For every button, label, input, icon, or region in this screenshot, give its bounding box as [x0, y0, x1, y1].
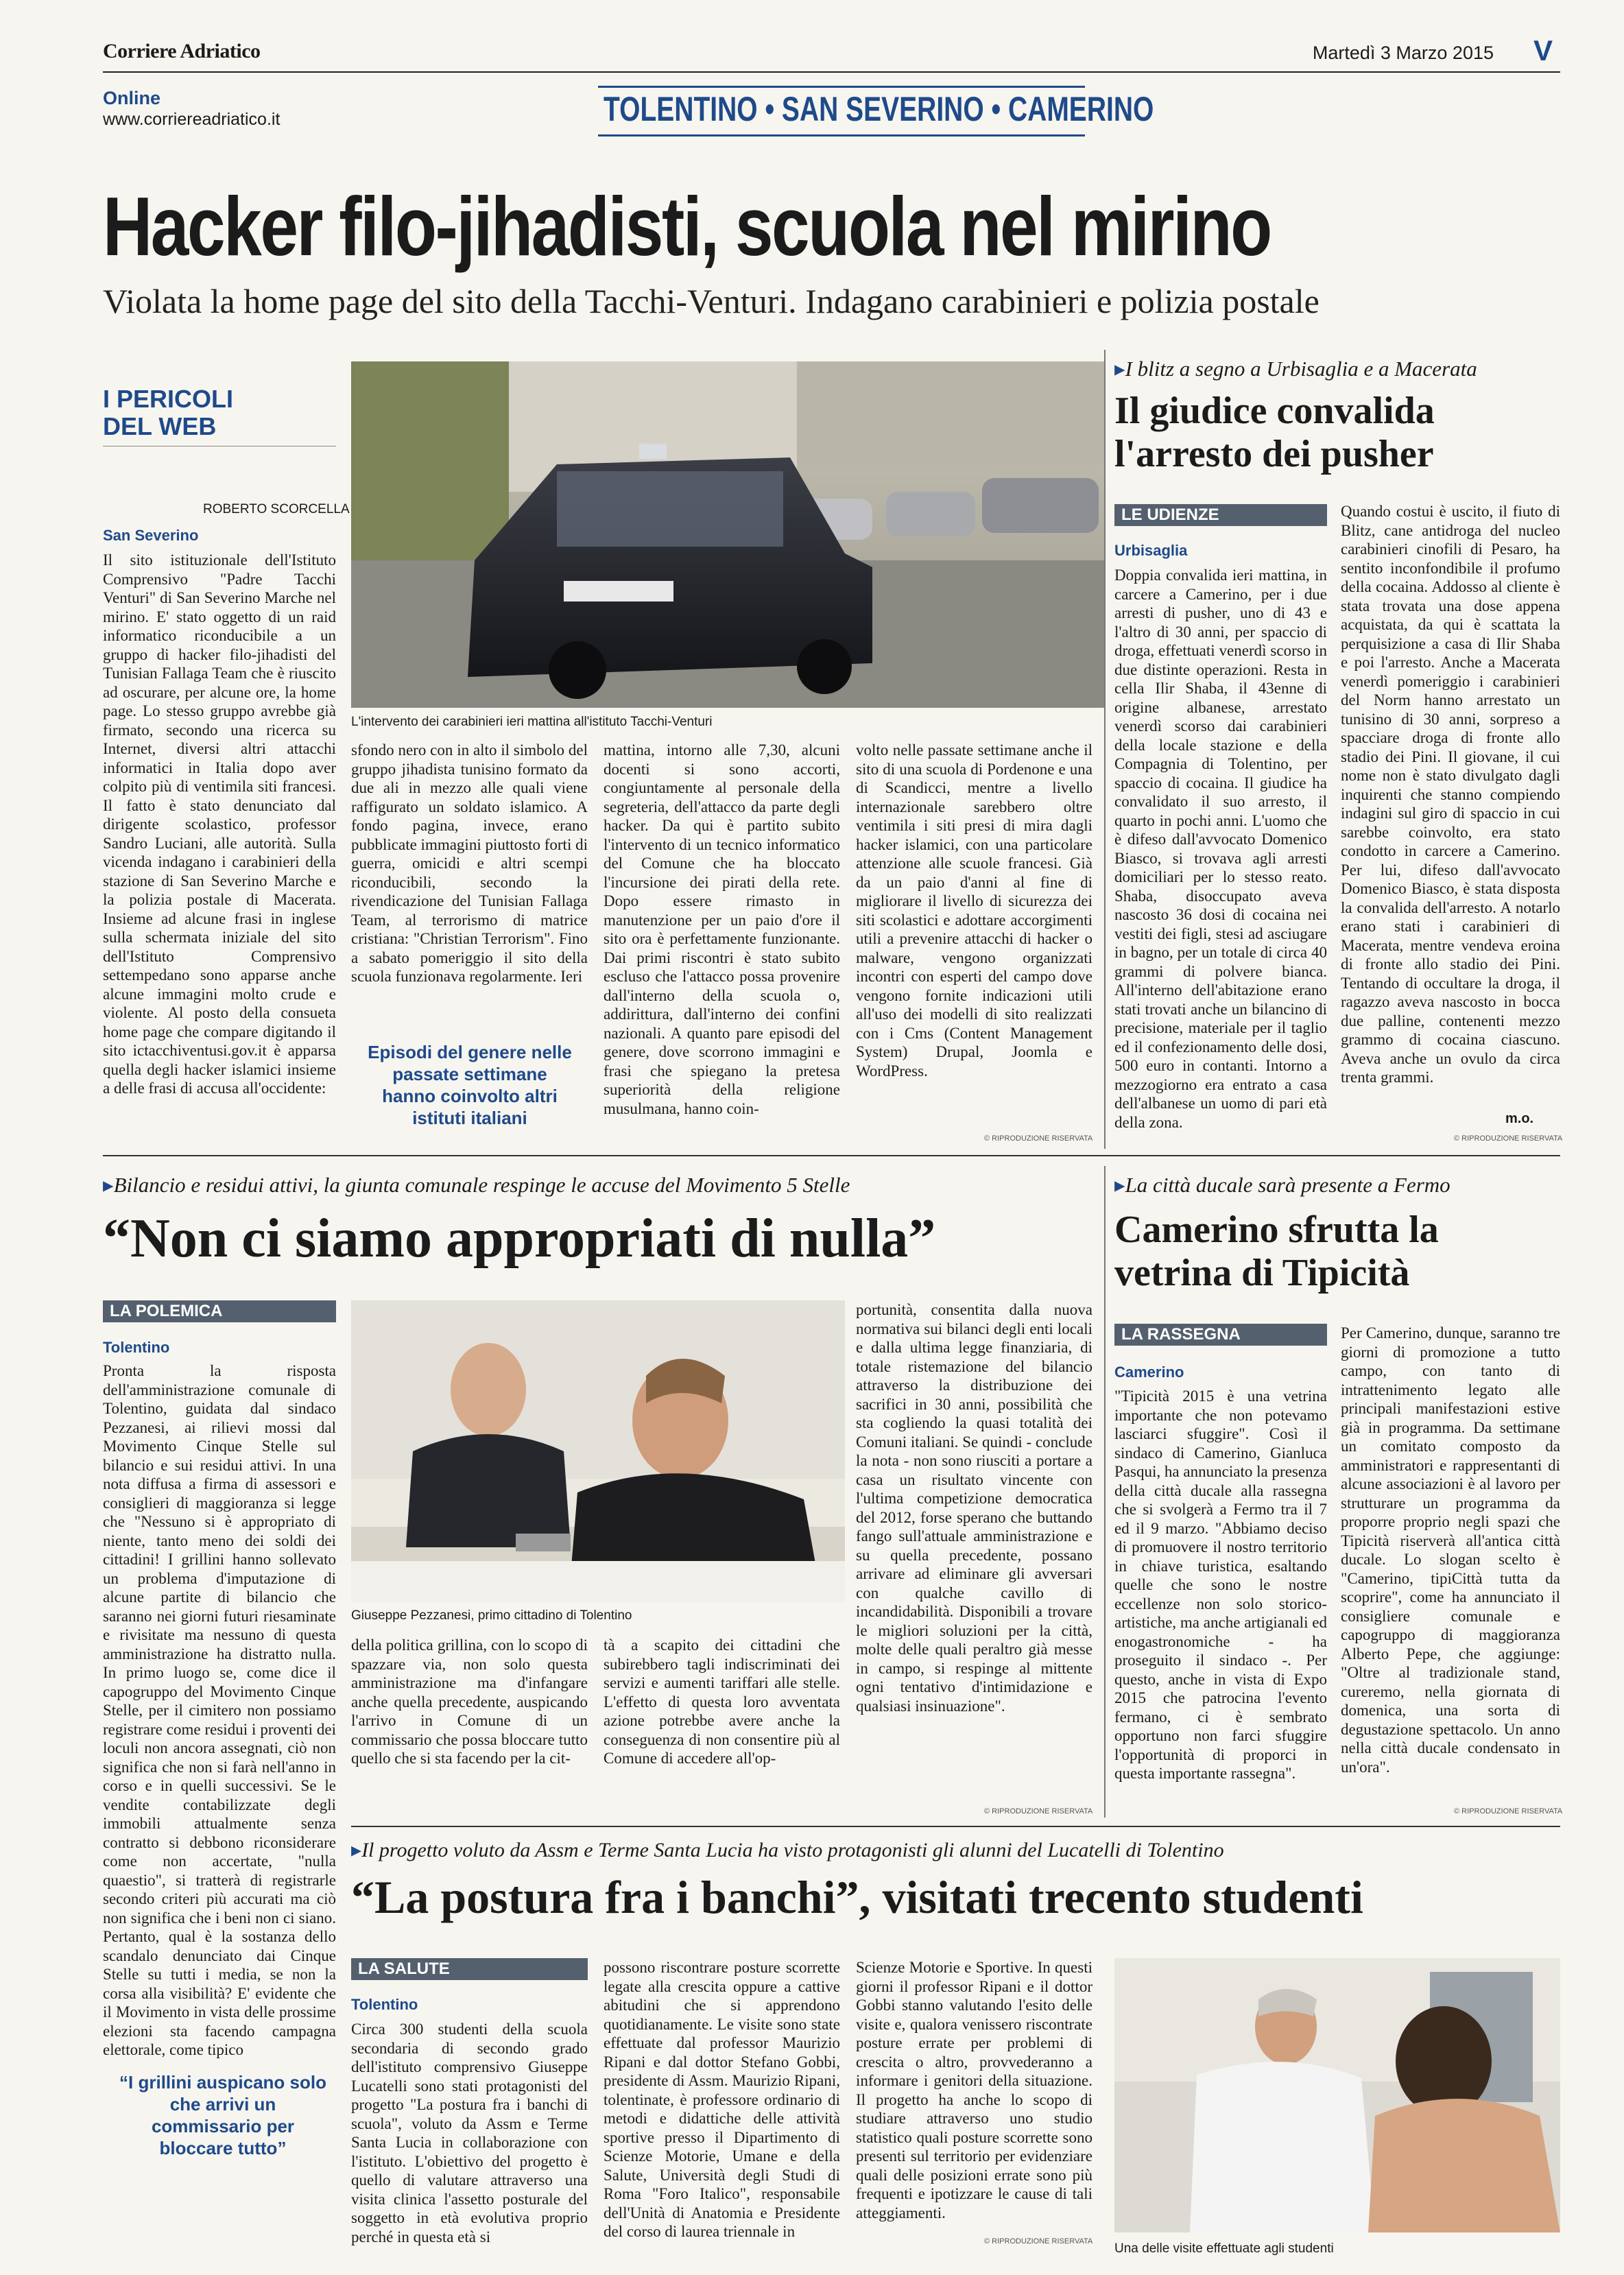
- postura-column-2: possono riscontrare posture scorrette legate alla crescita oppure a cattive abitudini che si apprendono quotidianamente. Le visite sono state effettuate dal professor Maurizio Ripani e dal dottor Stefano Gobbi, presidente di Assm. Maurizio Ripani, tolentinate, è professore ordinario di metodi e didattiche delle attività sportive presso il Dipartimento di Scienze Motorie, Umane e della Salute, Università degli Studi di Roma "Foro Italico", responsabile dell'Unità di Anatomia e Presidente del corso di laurea triennale in: [604, 1959, 840, 2240]
- pusher-teaser: ▸ I blitz a segno a Urbisaglia e a Macerata: [1114, 357, 1560, 381]
- polemica-teaser: ▸ Bilancio e residui attivi, la giunta comunale respinge le accuse del Movimento 5 Stelle: [103, 1173, 1090, 1198]
- postura-column-3: Scienze Motorie e Sportive. In questi giorni il professor Ripani e il dottor Gobbi stanno valutando l'esito delle visite e, qualora venissero riscontrate posture errate per problemi di crescita o altro, provvederanno a informare i genitori della situazione. Il progetto ha anche lo scopo di studiare attraverso uno studio statistico quali posture scorrette sono presenti sul territorio per evidenziare quali delle posizioni errate sono più frequenti e ipotizzare le cause di tali atteggiamenti.: [856, 1959, 1092, 2222]
- postura-tag: LA SALUTE: [351, 1958, 588, 1980]
- section-rule-top: [598, 86, 1085, 88]
- pusher-column-2: Quando costui è uscito, il fiuto di Blitz, cane antidroga del nucleo carabinieri cinofili di Pesaro, ha sentito inconfondibile il profumo della cocaina. Addosso al cliente è stata trovata una dose appena acquistata, da qui è scattata la perquisizione a casa di Ilir Shaba e poi l'arresto. Anche a Macerata venerdì pomeriggio i carabinieri del Norm hanno arrestato un tunisino di 30 anni, sorpreso a spacciare droga di fronte allo stadio dei Pini. Il giovane, il cui nome non è stato divulgato dagli inquirenti che stanno compiendo indagini sul giro di spaccio in cui sarebbe coinvolto, era stato condotto in carcere a Camerino. Per lui, difeso dall'avvocato Domenico Biasco, è stata disposta la convalida dell'arresto. A notarlo erano stati i carabinieri di Macerata, mentre vendeva eroina di fronte allo stadio dei Pini. Tentando di occultare la droga, il ragazzo aveva nascosto in bocca due palline, contenenti mezzo grammo di cocaina ciascuno. Aveva anche un ovulo da circa trenta grammi.: [1341, 503, 1560, 1086]
- online-label: Online: [103, 88, 161, 108]
- lead-column-1: Il sito istituzionale dell'Istituto Comprensivo "Padre Tacchi Venturi" di San Severino Marche nel mirino. E' stato oggetto di un raid informatico riconducibile a un gruppo di hacker filo-jihadisti del Tunisian Fallaga Team che è riuscito ad oscurare, per alcune ore, la home page. Lo stesso gruppo avrebbe già firmato, secondo una ricerca su Internet, diversi altri attacchi informatici in Italia dopo aver colpito più di ventimila siti francesi. Il fatto è stato denunciato dal dirigente scolastico, professor Sandro Luciani, alle autorità. Sulla vicenda indagano i carabinieri della stazione di San Severino Marche e la polizia postale di Macerata. Insieme ad alcune frasi in inglese sulla schermata iniziale del sito dell'Istituto Comprensivo settempedano sono apparse anche alcune immagini molto crude e violente. Al posto della consueta home page che compare digitando il sito ictacchiventusi.gov.it è apparsa quella degli hacker islamici insieme a delle frasi di accusa all'occidente:: [103, 551, 336, 1097]
- edition-letter: V: [1533, 34, 1553, 67]
- polemica-column-3: tà a scapito dei cittadini che subirebbero tagli indiscriminati dei servizi e aumenti tariffari alle stelle. L'effetto di questa loro avventata azione potrebbe avere anche la conseguenza di non consentire più al Comune di accedere all'op-: [604, 1636, 840, 1767]
- lead-photo-caption: L'intervento dei carabinieri ieri mattina all'istituto Tacchi-Venturi: [351, 715, 713, 729]
- lead-headline: Hacker filo-jihadisti, scuola nel mirino: [103, 180, 1271, 273]
- postura-photo-caption: Una delle visite effettuate agli studenti: [1114, 2241, 1334, 2256]
- pusher-headline: Il giudice convalida l'arresto dei pusher: [1114, 390, 1435, 475]
- lead-pull-quote: Episodi del genere nelle passate settimane hanno coinvolto altri istituti italiani: [368, 1042, 572, 1128]
- pusher-signature: m.o.: [1505, 1111, 1534, 1126]
- lead-byline: ROBERTO SCORCELLA: [203, 502, 350, 516]
- postura-dateline: Tolentino: [351, 1996, 418, 2013]
- student-visit-photo: [1114, 1958, 1560, 2232]
- polemica-photo-caption: Giuseppe Pezzanesi, primo cittadino di Tolentino: [351, 1608, 632, 1623]
- polemica-photo: [351, 1300, 845, 1602]
- section-divider-2: [351, 1826, 1560, 1827]
- polemica-headline: “Non ci siamo appropriati di nulla”: [103, 1208, 936, 1269]
- pusher-column-1: Doppia convalida ieri mattina, in carcere a Camerino, per i due arresti di pusher, uno di 43 e l'altro di 30 anni, per spaccio di droga, effettuati venerdì scorso in due distinte operazioni. Resta in cella Ilir Shaba, il 43enne di origine albanese, arrestato venerdì scorso dai carabinieri della locale stazione e della Compagnia di Tolentino, per spaccio di cocaina. Il giudice ha convalidato il suo arresto, il quarto in pochi anni. L'uomo che è difeso dall'avvocato Domenico Biasco, si trovava agli arresti domiciliari per lo stesso reato. Shaba, disoccupato aveva nascosto 36 dosi di cocaina nei vestiti dei figli, stesi ad asciugare in bagno, per un totale di circa 40 grammi di polvere bianca. All'interno dell'abitazione erano stati trovati anche un bilancino di precisione, materiale per il taglio ed il confezionamento delle dosi, 500 euro in contanti. Intorno a mezzogiorno era entrato a casa dell'albanese un uomo di pari età della zona.: [1114, 567, 1327, 1131]
- tipicita-column-2: Per Camerino, dunque, saranno tre giorni di promozione a tutto campo, con tanto di intrattenimento legato alle principali manifestazioni estive già in programma. Da settimane un comitato composto da amministratori e rappresentanti di alcune associazioni è al lavoro per strutturare un programma da proporre proprio negli spazi che Tipicità riserverà all'antica città ducale. Lo slogan scelto è "Camerino, tipiCittà tutta da scoprire", come ha annunciato il consigliere comunale e capogruppo di maggioranza Alberto Pepe, che aggiunge: "Oltre al tradizionale stand, cureremo, nella giornata di domenica, una sorta di degustazione spettacolo. Un anno nella città ducale condensato in un'ora".: [1341, 1324, 1560, 1776]
- lead-column-2: sfondo nero con in alto il simbolo del gruppo jihadista tunisino formato da due ali in mezzo alle quali viene raffigurato un soldato islamico. A fondo pagina, invece, erano pubblicate immagini piuttosto forti di guerra, omicidi e altri scempi riconducibili, secondo la rivendicazione del Tunisian Fallaga Team, al terrorismo di matrice cristiana: "Christian Terrorism". Fino a sabato pomeriggio il sito della scuola funzionava regolarmente. Ieri: [351, 741, 588, 985]
- polemica-copyright: © RIPRODUZIONE RISERVATA: [984, 1807, 1093, 1815]
- postura-photo: [1114, 1958, 1560, 2232]
- section-rule-bottom: [598, 134, 1085, 136]
- column-divider-middle: [1104, 1166, 1106, 1818]
- postura-copyright: © RIPRODUZIONE RISERVATA: [984, 2237, 1093, 2246]
- tipicita-dateline: Camerino: [1114, 1363, 1184, 1381]
- mayor-press-conference-photo: [351, 1300, 845, 1602]
- newspaper-name: Corriere Adriatico: [103, 40, 261, 62]
- polemica-column-2: della politica grillina, con lo scopo di spazzare via, non solo questa amministrazione ma d'infangare anche quella precedente, auspicando l'arrivo in Comune di un commissario che possa bloccare tutto quello che si sta facendo per la cit-: [351, 1636, 588, 1767]
- lead-column-4: volto nelle passate settimane anche il sito di una scuola di Pordenone e una di Scandicci, mentre a livello internazionale sarebbero oltre ventimila i siti presi di mira dagli hacker islamici, con una particolare attenzione alle scuole francesi. Già da un paio d'anni al fine di migliorare il livello di sicurezza dei siti scolastici e adottare accorgimenti utili a prevenire attacchi di hacker o malware, vengono organizzati incontri con esperti del campo dove vengono fornite indicazioni utili all'uso dei modelli di sito realizzati con i Cms (Content Management System) Drupal, Joomla e WordPress.: [856, 741, 1092, 1080]
- postura-teaser: ▸ Il progetto voluto da Assm e Terme Santa Lucia ha visto protagonisti gli alunni del Lucatelli di Tolentino: [351, 1838, 1558, 1862]
- lead-kicker: I PERICOLI DEL WEB: [103, 385, 234, 440]
- polemica-column-4: portunità, consentita dalla nuova normativa sui bilanci degli enti locali e dalla ultima legge finanziaria, di totale ristemazione del bilancio attraverso la distribuzione dei sacrifici in 30 anni, possibilità che sta cogliendo la quasi totalità dei Comuni italiani. Se quindi - conclude la nota - non sono riusciti a portare a casa un risultato vincente con l'ultima competizione democratica del 2012, forse sperano che buttando fango sull'attuale amministrazione e su quella precedente, possano arrivare ad eliminare gli avversari con qualche cavillo di incandidabilità. Disponibili a trovare le migliori soluzioni per la città, molte delle quali peraltro già messe in campo, si respinge al mittente ogni tentativo d'intimidazione e qualsiasi insinuazione".: [856, 1301, 1092, 1715]
- column-divider-top: [1104, 350, 1106, 1149]
- pusher-dateline: Urbisaglia: [1114, 542, 1188, 559]
- polemica-pull-quote: “I grillini auspicano solo che arrivi un commissario per bloccare tutto”: [119, 2072, 326, 2158]
- pusher-tag: LE UDIENZE: [1114, 504, 1327, 526]
- masthead-rule: [103, 71, 1560, 73]
- tipicita-teaser: ▸ La città ducale sarà presente a Fermo: [1114, 1173, 1560, 1198]
- lead-photo: [351, 361, 1106, 708]
- polemica-tag: LA POLEMICA: [103, 1300, 336, 1322]
- pusher-copyright: © RIPRODUZIONE RISERVATA: [1454, 1134, 1563, 1143]
- polemica-column-1: Pronta la risposta dell'amministrazione comunale di Tolentino, guidata dal sindaco Pezzanesi, ai rilievi mossi dal Movimento Cinque Stelle sul bilancio e sui residui attivi. In una nota diffusa a firma di assessori e consiglieri di maggioranza si legge che "Nessuno si è appropriato di niente, tanto meno dei soldi dei cittadini! I grillini hanno sollevato un problema d'imputazione di alcune partite di bilancio che saranno nei giorni futuri riesaminate e rivisitate ma nessuno di questa amministrazione ha distratto nulla. In primo luogo se, come dice il capogruppo del Movimento Cinque Stelle, per il cimitero non possiamo registrare come residui i proventi dei loculi non ancora assegnati, ciò non significa che non si farà nell'anno in corso e in quelli successivi. Se le vendite contabilizzate degli immobili attualmente senza contratto si debbono riconsiderare come non accertate, "nulla quaestio", si tratterà di registrarle secondo criteri più accurati ma ciò non significa che i beni non ci siano. Pertanto, qual è la sostanza dello scandalo denunciato dai Cinque Stelle su tutti i media, se non la corsa alla visibilità? E' evidente che il Movimento in vista delle prossime elezioni sta facendo campagna elettorale, come tipico: [103, 1362, 336, 2058]
- carabinieri-car-photo: [351, 361, 1106, 708]
- section-title: TOLENTINO • SAN SEVERINO • CAMERINO: [604, 90, 1154, 128]
- postura-column-1: Circa 300 studenti della scuola secondaria di secondo grado dell'istituto comprensivo Giuseppe Lucatelli sono stati protagonisti del progetto "La postura fra i banchi di scuola", voluto da Assm e Terme Santa Lucia in collaborazione con l'istituto. L'obiettivo del progetto è quello di valutare attraverso una visita clinica l'assetto posturale del soggetto in età evolutiva proprio perché in questa età si: [351, 2021, 588, 2246]
- issue-date: Martedì 3 Marzo 2015: [1312, 43, 1494, 63]
- online-url[interactable]: www.corriereadriatico.it: [103, 110, 280, 129]
- tipicita-copyright: © RIPRODUZIONE RISERVATA: [1454, 1807, 1563, 1815]
- tipicita-tag: LA RASSEGNA: [1114, 1324, 1327, 1346]
- lead-copyright: © RIPRODUZIONE RISERVATA: [984, 1134, 1093, 1143]
- polemica-dateline: Tolentino: [103, 1339, 170, 1356]
- postura-headline: “La postura fra i banchi”, visitati trecento studenti: [351, 1871, 1363, 1923]
- lead-dateline: San Severino: [103, 527, 199, 544]
- tipicita-column-1: "Tipicità 2015 è una vetrina importante che non potevamo lasciarci sfuggire". Così il sindaco di Camerino, Gianluca Pasqui, ha annunciato la presenza della città ducale alla rassegna che si svolgerà a Fermo tra il 7 ed il 9 marzo. "Abbiamo deciso di promuovere il nostro territorio in chiave turistica, esaltando quelle che sono le nostre eccellenze non solo storico-artistiche, ma anche artigianali ed enogastronomiche - ha proseguito il sindaco -. Per questo, anche in vista di Expo 2015 che patrocina l'evento fermano, ci è sembrato opportuno non farci sfuggire l'opportunità di proporci in questa importante rassegna".: [1114, 1387, 1327, 1782]
- lead-column-3: mattina, intorno alle 7,30, alcuni docenti si sono accorti, congiuntamente al personale della segreteria, dell'attacco da parte degli hacker. Da qui è partito subito l'intervento di un tecnico informatico del Comune che ha bloccato l'incursione dei pirati della rete. Dopo essere rimasto in manutenzione per un paio d'ore il sito ora è perfettamente funzionante. Dai primi riscontri è stato subito escluso che l'attacco possa provenire dall'interno della scuola o, addirittura, dall'interno dei confini nazionali. A quanto pare episodi del genere, dove scorrono immagini e frasi che spiegano la pretesa superiorità della religione musulmana, hanno coin-: [604, 741, 840, 1117]
- section-divider-1: [103, 1155, 1560, 1156]
- tipicita-headline: Camerino sfrutta la vetrina di Tipicità: [1114, 1208, 1439, 1294]
- lead-subtitle: Violata la home page del sito della Tacchi-Venturi. Indagano carabinieri e polizia postale: [103, 282, 1320, 320]
